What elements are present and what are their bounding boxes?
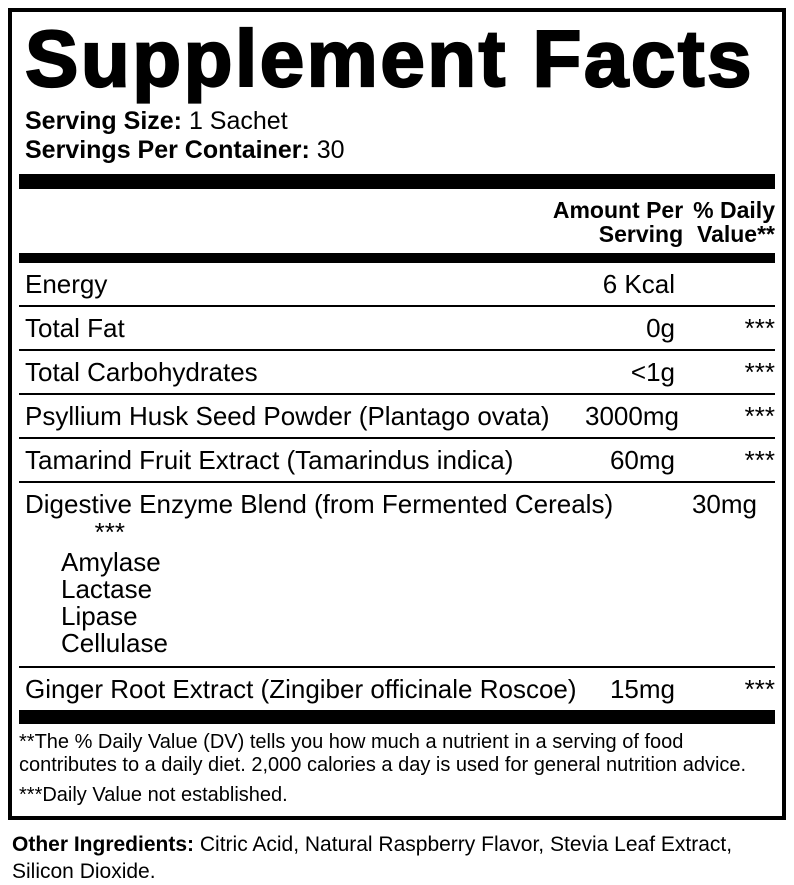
enzyme-sub-item: Lipase — [61, 601, 138, 631]
nutrient-row-energy — [19, 263, 775, 305]
nutrient-row-digestive-enzyme-blend — [19, 481, 775, 666]
enzyme-sub-item: Amylase — [61, 547, 161, 577]
column-headers — [19, 189, 775, 253]
nutrient-dv: *** — [744, 674, 775, 704]
nutrient-table — [19, 263, 775, 710]
footnotes — [19, 724, 775, 816]
nutrient-label: Total Carbohydrates — [25, 357, 258, 387]
other-ingredients — [12, 831, 780, 885]
serving-size-label: Serving Size: — [25, 107, 182, 135]
divider-medium — [19, 253, 775, 263]
servings-per-container-label: Servings Per Container: — [25, 136, 310, 164]
serving-info — [19, 99, 775, 169]
servings-per-container-row — [25, 136, 775, 165]
enzyme-sub-list — [25, 546, 775, 659]
nutrient-amount: 6 Kcal — [602, 269, 675, 299]
nutrient-amount: 3000mg — [585, 401, 679, 431]
nutrient-row-tamarind — [19, 437, 775, 481]
nutrient-row-ginger-root — [19, 666, 775, 710]
nutrient-label: Psyllium Husk Seed Powder (Plantago ovata) — [25, 401, 550, 431]
servings-per-container-value: 30 — [316, 136, 345, 164]
nutrient-row-psyllium-husk — [19, 393, 775, 437]
serving-size-row — [25, 107, 775, 136]
nutrient-dv: *** — [94, 517, 125, 547]
nutrient-dv: *** — [744, 357, 775, 387]
nutrient-dv: *** — [744, 313, 775, 343]
nutrient-label: Tamarind Fruit Extract (Tamarindus indica) — [25, 445, 514, 475]
nutrient-label: Energy — [25, 269, 108, 299]
serving-size-value: 1 Sachet — [188, 107, 288, 135]
nutrient-row-total-fat — [19, 305, 775, 349]
nutrient-amount: 15mg — [609, 674, 675, 704]
enzyme-sub-item: Lactase — [61, 574, 153, 604]
daily-value-footnote: **The % Daily Value (DV) tells you how much a nutrient in a serving of food contributes to a daily diet. 2,000 calories a day is used for general nutrition advice. — [19, 731, 747, 776]
nutrient-amount: 60mg — [609, 445, 675, 475]
divider-thick-top — [19, 174, 775, 189]
nutrient-amount: 0g — [646, 313, 675, 343]
nutrient-label: Total Fat — [25, 313, 125, 343]
other-ingredients-label: Other Ingredients: — [12, 833, 195, 856]
nutrient-label: Digestive Enzyme Blend (from Fermented Cereals) — [25, 489, 614, 519]
panel-title: Supplement Facts — [25, 14, 755, 103]
amount-per-serving-header: Amount Per Serving — [552, 197, 684, 247]
other-ingredients-value: Citric Acid, Natural Raspberry Flavor, Stevia Leaf Extract, Silicon Dioxide. — [12, 833, 733, 883]
nutrient-amount: <1g — [630, 357, 675, 387]
nutrient-dv: *** — [744, 401, 775, 431]
not-established-footnote: ***Daily Value not established. — [19, 784, 288, 806]
divider-thick-bottom — [19, 710, 775, 724]
nutrient-label: Ginger Root Extract (Zingiber officinale Roscoe) — [25, 674, 577, 704]
supplement-facts-panel — [8, 8, 786, 820]
daily-value-header: % Daily Value** — [693, 197, 775, 247]
enzyme-sub-item: Cellulase — [61, 628, 168, 658]
nutrient-amount: 30mg — [691, 489, 757, 519]
nutrient-dv: *** — [744, 445, 775, 475]
nutrient-row-total-carbohydrates — [19, 349, 775, 393]
